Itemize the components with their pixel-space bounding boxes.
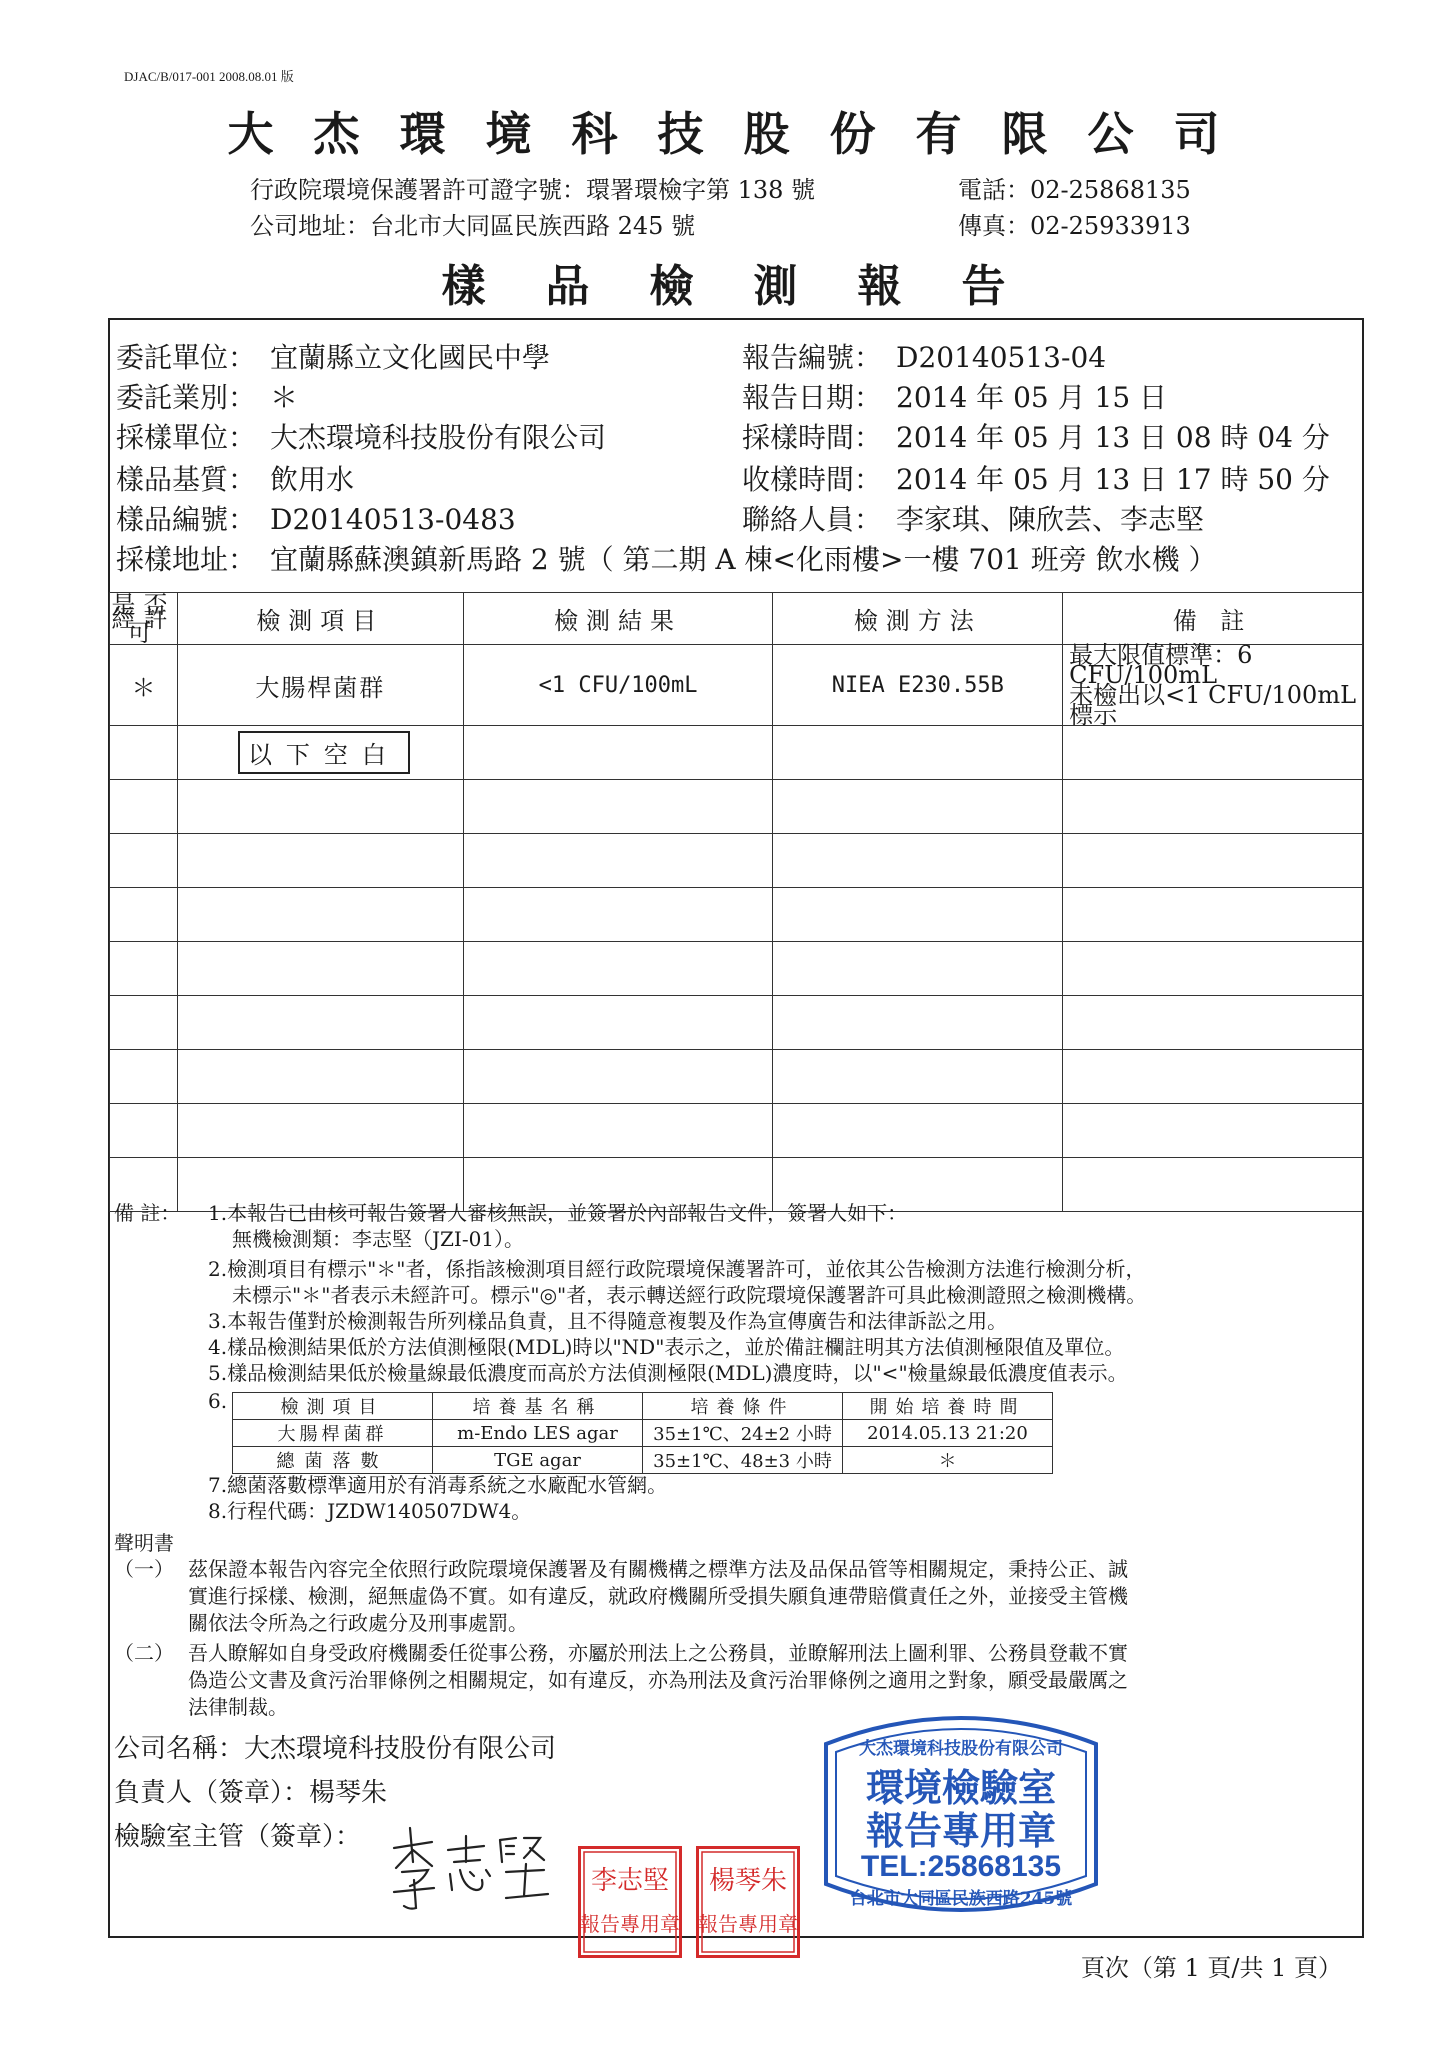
table-row <box>110 888 1363 942</box>
note-7: 7.總菌落數標準適用於有消毒系統之水廠配水管網。 <box>208 1473 668 1497</box>
svg-text:TEL:25868135: TEL:25868135 <box>860 1850 1062 1883</box>
remark-line-2: 未檢出以<1 CFU/100mL 標示 <box>1069 681 1357 729</box>
contact-row <box>742 498 1204 538</box>
location-row <box>116 538 1217 578</box>
svg-text:李志堅: 李志堅 <box>590 1866 670 1896</box>
business-row <box>116 376 298 416</box>
sampler-value: 大杰環境科技股份有限公司 <box>270 421 607 454</box>
svg-text:大杰環境科技股份有限公司: 大杰環境科技股份有限公司 <box>859 1739 1063 1759</box>
culture-cell: 總菌落數 <box>233 1447 433 1474</box>
svg-text:台北市大同區民族西路245號: 台北市大同區民族西路245號 <box>849 1889 1073 1909</box>
declaration-title: 聲明書 <box>114 1531 174 1555</box>
row-method: NIEA E230.55B <box>773 645 1063 726</box>
phone: 電話：02-25868135 <box>958 176 1191 204</box>
declaration-1-line-1: 茲保證本報告內容完全依照行政院環境保護署及有關機構之標準方法及品保品管等相關規定，秉持公正、誠 <box>188 1557 1128 1581</box>
declaration-2-line-1: 吾人瞭解如自身受政府機關委任從事公務，亦屬於刑法上之公務員，並瞭解刑法上圖利罪、公務員登載不實 <box>188 1641 1128 1665</box>
sampler-label: 採樣單位： <box>116 421 257 454</box>
client-row <box>116 336 550 376</box>
location-label: 採樣地址： <box>116 543 257 576</box>
report-no-value: D20140513-04 <box>896 341 1107 374</box>
contact-label: 聯絡人員： <box>742 503 883 536</box>
sample-no-value: D20140513-0483 <box>270 503 516 536</box>
client-label: 委託單位： <box>116 341 257 374</box>
remark-line-1: 最大限值標準：6 CFU/100mL <box>1069 641 1253 689</box>
table-row <box>233 1420 1053 1447</box>
table-row <box>110 996 1363 1050</box>
lab-supervisor: 檢驗室主管（簽章）： <box>114 1822 362 1852</box>
report-title: 樣品檢測報告 <box>441 261 1066 312</box>
contact-value: 李家琪、陳欣芸、李志堅 <box>896 503 1205 536</box>
header-remark: 備 註 <box>1063 593 1363 645</box>
matrix-value: 飲用水 <box>270 463 355 496</box>
table-row <box>110 780 1363 834</box>
fax: 傳真：02-25933913 <box>958 212 1191 240</box>
culture-header-row <box>233 1393 1053 1420</box>
note-3: 3.本報告僅對於檢測報告所列樣品負責，且不得隨意複製及作為宣傳廣告和法律訴訟之用。 <box>208 1309 1008 1333</box>
note-2b: 未標示"＊"者表示未經許可。標示"◎"者，表示轉送經行政院環境保護署許可具此檢測證照之檢測機構。 <box>232 1283 1147 1307</box>
culture-header-item: 檢測項目 <box>233 1393 433 1420</box>
report-date-value: 2014 年 05 月 15 日 <box>896 381 1168 414</box>
location-value: 宜蘭縣蘇澳鎮新馬路 2 號（ 第二期 A 棟<化雨樓>一樓 701 班旁 飲水機 ） <box>270 543 1217 576</box>
declaration-1-line-3: 關依法令所為之行政處分及刑事處罰。 <box>188 1611 528 1635</box>
sampling-time-value: 2014 年 05 月 13 日 08 時 04 分 <box>896 421 1330 454</box>
header-method: 檢測方法 <box>773 593 1063 645</box>
table-row <box>233 1447 1053 1474</box>
svg-text:報告專用章: 報告專用章 <box>865 1808 1057 1853</box>
license-number: 行政院環境保護署許可證字號：環署環檢字第 138 號 <box>250 176 816 204</box>
declaration-2-line-3: 法律制裁。 <box>188 1695 288 1719</box>
notes-label: 備 註： <box>114 1201 181 1225</box>
business-label: 委託業別： <box>116 381 257 414</box>
results-header-row <box>110 593 1363 645</box>
seal-yang-qinzhu-image <box>699 1849 797 1955</box>
culture-cell: 2014.05.13 21:20 <box>843 1420 1053 1447</box>
report-date-label: 報告日期： <box>742 381 883 414</box>
note-1b: 無機檢測類：李志堅（JZI-01）。 <box>232 1227 525 1251</box>
header-certified: 是否經許 可 <box>111 590 176 647</box>
seal-li-zhijian <box>578 1846 682 1958</box>
sample-no-label: 樣品編號： <box>116 503 257 536</box>
seal-yang-qinzhu <box>696 1846 800 1958</box>
svg-text:報告專用章: 報告專用章 <box>581 1912 679 1936</box>
row-item: 大腸桿菌群 <box>177 645 463 726</box>
matrix-label: 樣品基質： <box>116 463 257 496</box>
sampler-row <box>116 416 606 456</box>
results-table <box>109 592 1363 1212</box>
row-certified: ＊ <box>110 645 178 726</box>
table-row <box>110 726 1363 780</box>
report-no-row <box>742 336 1106 376</box>
culture-header-medium: 培養基名稱 <box>433 1393 643 1420</box>
sampling-time-label: 採樣時間： <box>742 421 883 454</box>
handwritten-signature <box>380 1810 560 1920</box>
blank-marker: 以下空白 <box>238 731 410 774</box>
culture-cell: 35±1℃、48±3 小時 <box>643 1447 843 1474</box>
culture-cell: 35±1℃、24±2 小時 <box>643 1420 843 1447</box>
row-result: <1 CFU/100mL <box>463 645 773 726</box>
report-date-row <box>742 376 1167 416</box>
header-result: 檢測結果 <box>463 593 773 645</box>
declaration-mark-2: （二） <box>114 1641 174 1665</box>
svg-text:楊琴朱: 楊琴朱 <box>708 1866 788 1896</box>
client-value: 宜蘭縣立文化國民中學 <box>270 341 551 374</box>
culture-header-condition: 培養條件 <box>643 1393 843 1420</box>
company-title: 大杰環境科技股份有限公司 <box>227 107 1260 161</box>
note-4: 4.樣品檢測結果低於方法偵測極限(MDL)時以"ND"表示之，並於備註欄註明其方法偵測極限值及單位。 <box>208 1335 1125 1359</box>
company-address: 公司地址：台北市大同區民族西路 245 號 <box>250 212 696 240</box>
declaration-1-line-2: 實進行採樣、檢測，絕無虛偽不實。如有違反，就政府機關所受損失願負連帶賠償責任之外，並接受主管機 <box>188 1584 1128 1608</box>
table-row <box>110 942 1363 996</box>
table-row <box>110 1104 1363 1158</box>
note-8: 8.行程代碼：JZDW140507DW4。 <box>208 1499 532 1523</box>
note-6: 6. <box>208 1389 228 1413</box>
sampling-time-row <box>742 416 1330 456</box>
svg-text:報告專用章: 報告專用章 <box>699 1912 797 1936</box>
table-row <box>110 1050 1363 1104</box>
note-1: 1.本報告已由核可報告簽署人審核無誤，並簽署於內部報告文件，簽署人如下： <box>208 1201 908 1225</box>
business-value: ＊ <box>270 381 299 414</box>
row-remark <box>1063 641 1363 729</box>
report-no-label: 報告編號： <box>742 341 883 374</box>
company-name: 公司名稱：大杰環境科技股份有限公司 <box>114 1734 557 1764</box>
declaration-mark-1: （一） <box>114 1557 174 1581</box>
sample-no-row <box>116 498 516 538</box>
header-item: 檢測項目 <box>177 593 463 645</box>
responsible-person: 負責人（簽章）：楊琴朱 <box>114 1778 388 1808</box>
form-code: DJAC/B/017-001 2008.08.01 版 <box>124 69 294 84</box>
declaration-2-line-2: 偽造公文書及貪污治罪條例之相關規定，如有違反，亦為刑法及貪污治罪條例之適用之對象，願受最嚴厲之 <box>188 1668 1128 1692</box>
note-5: 5.樣品檢測結果低於檢量線最低濃度而高於方法偵測極限(MDL)濃度時，以"<"檢量線最低濃度值表示。 <box>208 1361 1128 1385</box>
seal-li-zhijian-image <box>581 1849 679 1955</box>
note-2: 2.檢測項目有標示"＊"者，係指該檢測項目經行政院環境保護署許可，並依其公告檢測方法進行檢測分析， <box>208 1257 1146 1281</box>
culture-cell: 大腸桿菌群 <box>233 1420 433 1447</box>
culture-table <box>232 1392 1053 1474</box>
culture-cell: TGE agar <box>433 1447 643 1474</box>
culture-header-start: 開始培養時間 <box>843 1393 1053 1420</box>
table-row <box>110 645 1363 726</box>
receipt-time-value: 2014 年 05 月 13 日 17 時 50 分 <box>896 463 1330 496</box>
lab-report-stamp <box>808 1698 1114 1928</box>
svg-text:環境檢驗室: 環境檢驗室 <box>865 1765 1057 1810</box>
culture-cell: m-Endo LES agar <box>433 1420 643 1447</box>
table-row <box>110 834 1363 888</box>
page-number: 頁次（第 1 頁/共 1 頁） <box>1080 1954 1342 1982</box>
culture-cell: ＊ <box>843 1447 1053 1474</box>
receipt-time-row <box>742 458 1330 498</box>
receipt-time-label: 收樣時間： <box>742 463 883 496</box>
matrix-row <box>116 458 354 498</box>
